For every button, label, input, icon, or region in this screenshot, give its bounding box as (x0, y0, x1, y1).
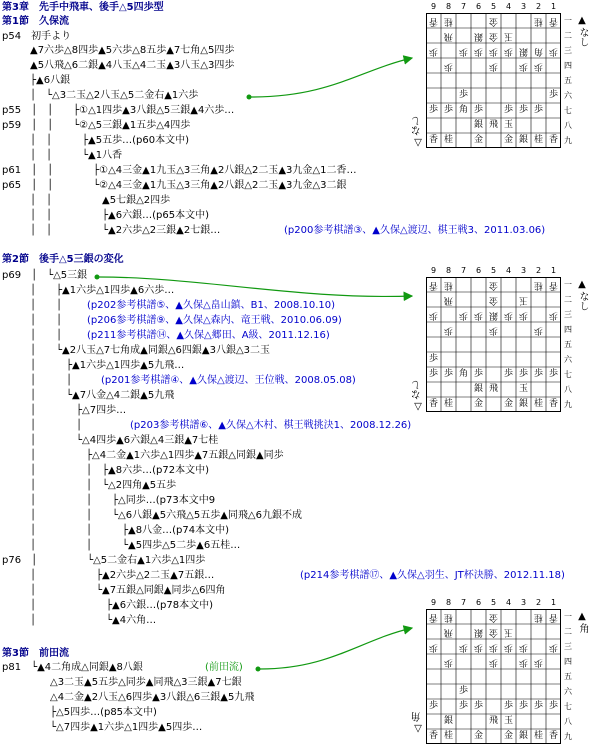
move-line: │ │ (30, 375, 83, 386)
move-line: p55 │ │ ├①△1四歩▲3八銀△5三銀▲4六歩… (2, 105, 235, 116)
column-label: 1 (550, 2, 557, 11)
move-line: │ │ ├▲5五歩…(p60本文中) (30, 135, 189, 146)
sente-piece: 銀 (518, 399, 528, 409)
row-label: 四 (564, 657, 572, 666)
move-line: │ ├▲1六歩△1四歩▲5九飛… (30, 360, 185, 371)
row-label: 六 (564, 687, 572, 696)
gote-piece: 金 (489, 31, 499, 41)
column-label: 4 (505, 2, 512, 11)
arrow-1 (251, 58, 412, 97)
gote-piece: 歩 (444, 657, 454, 667)
sente-piece: 歩 (503, 701, 513, 711)
gote-piece: 銀 (489, 310, 499, 320)
row-label: 九 (564, 136, 572, 145)
move-line: │ ├△7四歩… (30, 405, 127, 416)
section-heading: 第3節 前田流 (2, 648, 69, 659)
row-label: 一 (564, 612, 572, 621)
gote-piece: 玉 (519, 295, 529, 305)
move-line: └△7四歩▲1六歩△1四歩▲5四歩… (50, 722, 203, 733)
gote-piece: 歩 (429, 310, 439, 320)
move-line: ├△5四歩…(p85本文中) (50, 707, 157, 718)
gote-piece: 飛 (444, 31, 454, 41)
move-line: △4二金▲2八玉△6四歩▲3八銀△6三銀▲5九飛 (50, 692, 255, 703)
gote-piece: 歩 (459, 642, 469, 652)
sente-piece: 角 (458, 105, 468, 115)
gote-piece: 桂 (534, 280, 544, 290)
sente-piece: 金 (503, 731, 513, 741)
move-line: │ │ ▲5七銀△2四歩 (30, 195, 171, 206)
column-label: 5 (490, 2, 497, 11)
sente-piece: 歩 (548, 701, 558, 711)
gote-piece: 歩 (474, 642, 484, 652)
sente-piece: 歩 (503, 105, 513, 115)
sente-piece: 歩 (518, 105, 528, 115)
row-label: 一 (564, 16, 572, 25)
sente-piece: 歩 (548, 90, 558, 100)
section-heading: 第3章 先手中飛車、後手△5四歩型 (2, 2, 164, 13)
gote-piece: 金 (489, 16, 499, 26)
row-label: 五 (564, 672, 572, 681)
sente-piece: 香 (428, 135, 438, 145)
gote-piece: 桂 (444, 16, 454, 26)
gote-piece: 金 (489, 612, 499, 622)
move-line: │ └▲4六角… (30, 615, 157, 626)
gote-piece: 歩 (519, 642, 529, 652)
sente-piece: 桂 (443, 135, 453, 145)
gote-hand-pieces: なし (412, 380, 423, 400)
gote-piece: 銀 (474, 627, 484, 637)
gote-piece: 歩 (444, 325, 454, 335)
sente-hand-pieces: なし (577, 27, 588, 47)
sente-piece: 飛 (488, 120, 498, 130)
row-label: 八 (564, 385, 572, 394)
gote-piece: 歩 (429, 642, 439, 652)
gote-piece: 歩 (474, 46, 484, 56)
sente-piece: 香 (548, 135, 558, 145)
sente-piece: 香 (548, 399, 558, 409)
sente-piece: 金 (503, 399, 513, 409)
sente-hand-pieces: なし (577, 291, 588, 311)
sente-hand-pieces: 角 (577, 623, 588, 633)
column-label: 7 (460, 2, 467, 11)
sente-piece: 歩 (533, 369, 543, 379)
move-line: │ │ └▲1八香 (30, 150, 123, 161)
move-line: │ │ └▲2六歩△2三銀▲2七銀… (30, 225, 221, 236)
sente-piece: 歩 (428, 105, 438, 115)
sente-piece: 歩 (473, 701, 483, 711)
gote-piece: 歩 (534, 61, 544, 71)
sente-piece: 歩 (458, 90, 468, 100)
column-label: 3 (520, 266, 527, 275)
gote-piece: 銀 (519, 46, 529, 56)
gote-piece: 歩 (489, 657, 499, 667)
gote-piece: 玉 (504, 31, 514, 41)
gote-piece: 歩 (489, 61, 499, 71)
move-line: │ │ ├▲8八金…(p74本文中) (30, 525, 229, 536)
move-line: p59 │ │ └②△5三銀▲1五歩△4四歩 (2, 120, 191, 131)
sente-piece: 銀 (518, 731, 528, 741)
board-grid (426, 609, 561, 744)
sente-hand: ▲ 角 (577, 611, 588, 633)
gote-piece: 金 (489, 280, 499, 290)
move-line: │ │ (30, 315, 73, 326)
sente-piece: 歩 (503, 369, 513, 379)
gote-piece: 歩 (504, 46, 514, 56)
gote-piece: 歩 (489, 325, 499, 335)
row-label: 五 (564, 340, 572, 349)
move-line: │ ├▲2六歩△2二玉▲7五銀… (30, 570, 215, 581)
gote-piece: 桂 (444, 280, 454, 290)
gote-piece: 飛 (444, 295, 454, 305)
gote-piece: 歩 (549, 310, 559, 320)
sente-piece: 歩 (428, 354, 438, 364)
gote-piece: 歩 (489, 642, 499, 652)
arrow-3 (260, 628, 412, 669)
row-label: 二 (564, 31, 572, 40)
sente-piece: 角 (458, 369, 468, 379)
gote-piece: 桂 (444, 612, 454, 622)
arrow-dot-2 (95, 275, 100, 280)
move-line: │ │ ├△同歩…(p73本文中9 (30, 495, 216, 506)
sente-piece: 金 (473, 731, 483, 741)
gote-piece: 歩 (519, 657, 529, 667)
gote-hand-pieces: なし (412, 116, 423, 136)
gote-piece: 桂 (534, 612, 544, 622)
sente-piece: 銀 (443, 716, 453, 726)
move-line: p54 初手より (2, 31, 72, 42)
sente-piece: 歩 (428, 701, 438, 711)
column-label: 2 (535, 598, 542, 607)
sente-piece: 歩 (443, 105, 453, 115)
gote-piece: 玉 (504, 627, 514, 637)
reference-game: (p214参考棋譜⑰、▲久保△羽生、JT杯決勝、2012.11.18) (300, 570, 565, 581)
row-label: 三 (564, 310, 572, 319)
column-label: 3 (520, 2, 527, 11)
move-line: │ │ └△6八銀▲5六飛△5五歩▲同飛△6九銀不成 (30, 510, 302, 521)
gote-hand: △ なし (412, 380, 423, 412)
sente-piece: 銀 (473, 384, 483, 394)
gote-piece: 香 (429, 612, 439, 622)
move-line: │ ├▲6六銀…(p78本文中) (30, 600, 213, 611)
move-line: △3二玉▲5五歩△同歩▲同飛△3三銀▲7七銀 (50, 677, 242, 688)
row-label: 二 (564, 627, 572, 636)
sente-piece: 玉 (503, 120, 513, 130)
row-label: 五 (564, 76, 572, 85)
move-line: │ │ └▲5四歩△5二歩▲6五桂… (30, 540, 241, 551)
reference-game: (p203参考棋譜⑥、▲久保△木村、棋王戦挑決1、2008.12.26) (130, 420, 412, 431)
column-label: 6 (475, 598, 482, 607)
row-label: 六 (564, 91, 572, 100)
move-line: │ ├▲1六歩△1四歩▲6六歩… (30, 285, 175, 296)
row-label: 三 (564, 642, 572, 651)
sente-piece: 桂 (533, 731, 543, 741)
reference-game: (p202参考棋譜⑤、▲久保△畠山鎮、B1、2008.10.10) (87, 300, 336, 311)
move-line: │ │ ├▲8六歩…(p72本文中) (30, 465, 209, 476)
gote-piece: 桂 (534, 16, 544, 26)
column-label: 8 (445, 598, 452, 607)
sente-piece: 金 (503, 135, 513, 145)
column-label: 1 (550, 598, 557, 607)
column-label: 3 (520, 598, 527, 607)
sente-piece: 銀 (518, 135, 528, 145)
sente-piece: 香 (428, 399, 438, 409)
move-line: │ │ (30, 330, 73, 341)
gote-piece: 歩 (519, 310, 529, 320)
row-label: 八 (564, 121, 572, 130)
gote-piece: 角 (534, 46, 544, 56)
gote-piece: 歩 (459, 310, 469, 320)
row-label: 八 (564, 717, 572, 726)
move-line: │ └▲2八玉△7七角成▲同銀△6四銀▲3八銀△3二玉 (30, 345, 270, 356)
move-line: ▲5八飛△6二銀▲4八玉△4二玉▲3八玉△3四歩 (30, 60, 235, 71)
sente-piece: 飛 (488, 716, 498, 726)
column-label: 7 (460, 266, 467, 275)
gote-piece: 歩 (474, 310, 484, 320)
sente-piece: 歩 (473, 369, 483, 379)
move-line: │ │ └△2四角▲5五歩 (30, 480, 177, 491)
sente-piece: 銀 (473, 120, 483, 130)
column-label: 9 (430, 598, 437, 607)
sente-piece: 歩 (533, 105, 543, 115)
sente-piece: 歩 (443, 369, 453, 379)
move-line: │ │ (30, 420, 93, 431)
sente-piece: 歩 (458, 701, 468, 711)
gote-piece: 歩 (444, 61, 454, 71)
move-line: ├▲6八銀 (30, 75, 71, 86)
sente-piece: 歩 (518, 701, 528, 711)
gote-piece: 歩 (534, 657, 544, 667)
row-label: 九 (564, 732, 572, 741)
sente-piece: 香 (428, 731, 438, 741)
move-line: │ │ (30, 300, 73, 311)
column-label: 7 (460, 598, 467, 607)
gote-piece: 歩 (534, 325, 544, 335)
gote-hand: △ なし (412, 116, 423, 148)
sente-piece: 歩 (428, 369, 438, 379)
move-line: │ ├△4二金▲1六歩△1四歩▲7五銀△同銀▲同歩 (30, 450, 284, 461)
row-label: 七 (564, 106, 572, 115)
arrow-dot-3 (256, 667, 261, 672)
reference-game: (p211参考棋譜⑭、▲久保△郷田、A級、2011.12.16) (87, 330, 330, 341)
gote-hand-pieces: 角 (412, 712, 423, 722)
column-label: 1 (550, 266, 557, 275)
move-line: │ └▲7八金△4二銀▲5九飛 (30, 390, 175, 401)
move-line: p76 │ └△5二金右▲1六歩△1四歩 (2, 555, 206, 566)
move-line: │ └△3二玉△2八玉△5二金右▲1六歩 (30, 90, 199, 101)
row-label: 四 (564, 61, 572, 70)
column-label: 6 (475, 266, 482, 275)
column-label: 2 (535, 266, 542, 275)
sente-piece: 桂 (533, 135, 543, 145)
move-line: │ └▲7五銀△同銀▲同歩△6四角 (30, 585, 226, 596)
board-grid (426, 277, 561, 412)
sente-piece: 歩 (533, 701, 543, 711)
move-line: p65 │ │ └②△4三金▲1九玉△3三角▲2八銀△2二玉▲3九金△3二銀 (2, 180, 347, 191)
column-label: 8 (445, 266, 452, 275)
column-label: 9 (430, 266, 437, 275)
section-heading: 第1節 久保流 (2, 16, 69, 27)
gote-piece: 銀 (474, 31, 484, 41)
move-line: ▲7六歩△8四歩▲5六歩△8五歩▲7七角△5四歩 (30, 45, 235, 56)
column-label: 4 (505, 598, 512, 607)
row-label: 四 (564, 325, 572, 334)
column-label: 4 (505, 266, 512, 275)
column-label: 8 (445, 2, 452, 11)
column-label: 5 (490, 598, 497, 607)
sente-hand: ▲ なし (577, 15, 588, 47)
row-label: 七 (564, 702, 572, 711)
move-line: p61 │ │ ├①△4三金▲1九玉△3三角▲2八銀△2二玉▲3九金△1二香… (2, 165, 357, 176)
move-line: │ │ ├▲6六銀…(p65本文中) (30, 210, 209, 221)
row-label: 二 (564, 295, 572, 304)
sente-piece: 香 (548, 731, 558, 741)
sente-piece: 歩 (548, 369, 558, 379)
sente-hand: ▲ なし (577, 279, 588, 311)
column-label: 9 (430, 2, 437, 11)
reference-game: (p206参考棋譜⑨、▲久保△森内、竜王戦、2010.06.09) (87, 315, 342, 326)
gote-piece: 歩 (504, 310, 514, 320)
gote-piece: 飛 (444, 627, 454, 637)
maeda-tag: (前田流) (205, 662, 243, 673)
gote-piece: 歩 (549, 642, 559, 652)
sente-piece: 歩 (458, 686, 468, 696)
reference-game: (p201参考棋譜④、▲久保△渡辺、王位戦、2008.05.08) (101, 375, 356, 386)
row-label: 一 (564, 280, 572, 289)
sente-piece: 金 (473, 135, 483, 145)
sente-piece: 桂 (443, 399, 453, 409)
arrow-dot-1 (247, 95, 252, 100)
sente-piece: 玉 (518, 384, 528, 394)
sente-piece: 桂 (533, 399, 543, 409)
gote-piece: 金 (489, 295, 499, 305)
row-label: 三 (564, 46, 572, 55)
gote-hand: △ 角 (412, 712, 423, 734)
move-line: p69 │ └△5三銀 (2, 270, 88, 281)
section-heading: 第2節 後手△5三銀の変化 (2, 254, 124, 265)
row-label: 九 (564, 400, 572, 409)
sente-piece: 飛 (488, 384, 498, 394)
gote-piece: 歩 (504, 642, 514, 652)
column-label: 5 (490, 266, 497, 275)
gote-piece: 香 (429, 16, 439, 26)
sente-piece: 玉 (503, 716, 513, 726)
gote-piece: 金 (489, 627, 499, 637)
gote-piece: 歩 (459, 46, 469, 56)
gote-piece: 香 (549, 280, 559, 290)
gote-piece: 歩 (519, 61, 529, 71)
sente-piece: 金 (473, 399, 483, 409)
gote-piece: 歩 (549, 46, 559, 56)
board-grid (426, 13, 561, 148)
sente-piece: 歩 (473, 105, 483, 115)
row-label: 六 (564, 355, 572, 364)
column-label: 6 (475, 2, 482, 11)
row-label: 七 (564, 370, 572, 379)
reference-game: (p200参考棋譜③、▲久保△渡辺、棋王戦3、2011.03.06) (284, 225, 546, 236)
move-line: p81 └▲4二角成△同銀▲8八銀 (2, 662, 143, 673)
gote-piece: 香 (549, 612, 559, 622)
gote-piece: 香 (549, 16, 559, 26)
sente-piece: 桂 (443, 731, 453, 741)
column-label: 2 (535, 2, 542, 11)
gote-piece: 香 (429, 280, 439, 290)
sente-piece: 歩 (518, 369, 528, 379)
move-line: │ └△4四歩▲6六銀△4三銀▲7七桂 (30, 435, 219, 446)
gote-piece: 歩 (489, 46, 499, 56)
gote-piece: 歩 (429, 46, 439, 56)
